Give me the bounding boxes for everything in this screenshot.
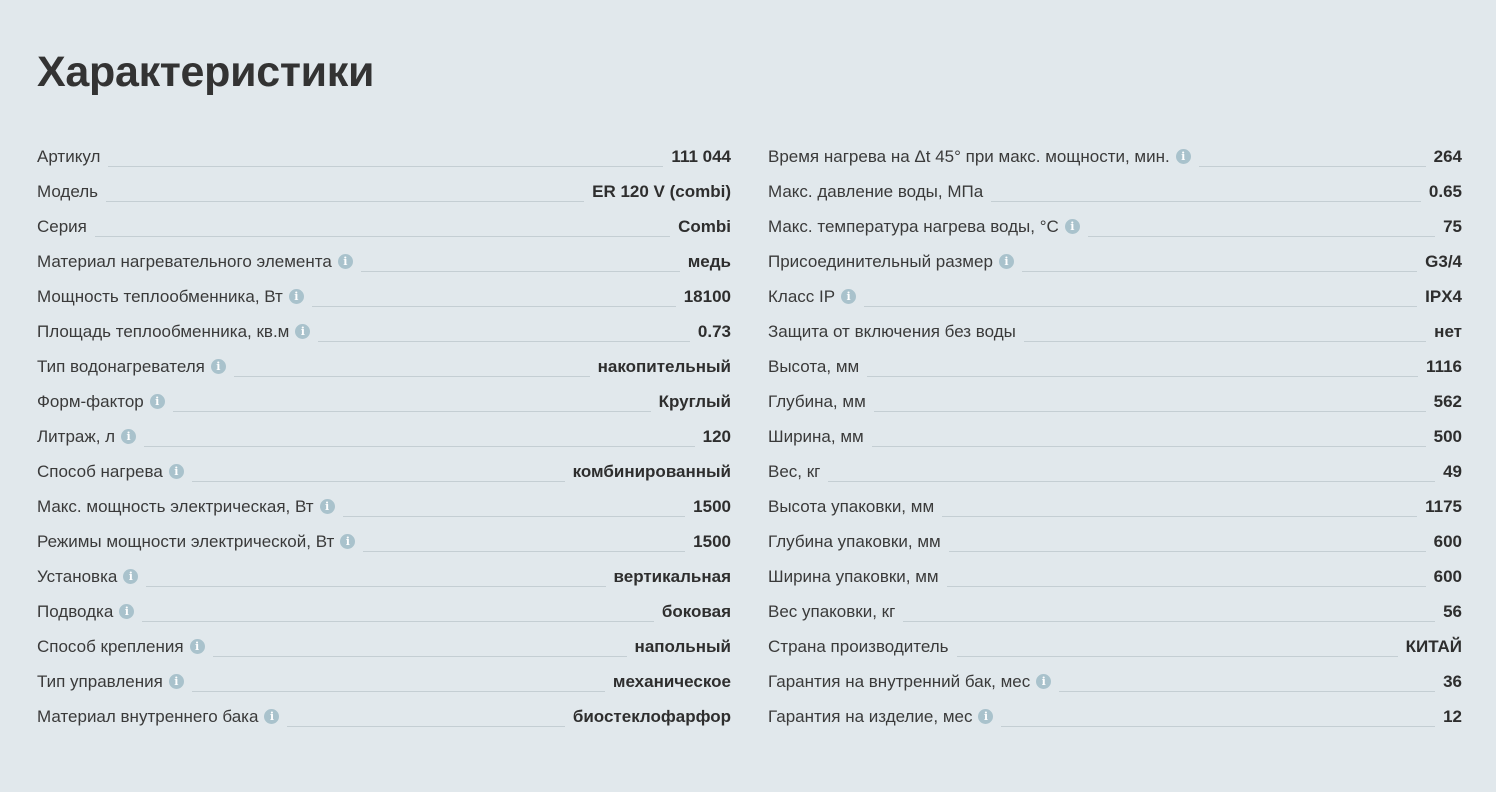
spec-value: Круглый xyxy=(658,391,731,411)
spec-label-text: Глубина упаковки, мм xyxy=(768,531,941,551)
spec-label-text: Тип управления xyxy=(37,671,163,691)
spec-row xyxy=(768,139,1462,174)
spec-row xyxy=(37,419,731,454)
spec-value: 600 xyxy=(1433,566,1462,586)
row-separator xyxy=(903,621,1435,622)
spec-row xyxy=(37,244,731,279)
spec-value: вертикальная xyxy=(613,566,731,586)
spec-row xyxy=(37,349,731,384)
spec-row xyxy=(37,139,731,174)
spec-label-text: Модель xyxy=(37,181,99,201)
row-separator xyxy=(957,656,1398,657)
spec-label-text: Форм-фактор xyxy=(37,391,144,411)
row-separator xyxy=(1001,726,1435,727)
spec-value: 75 xyxy=(1443,216,1462,236)
spec-value: 18100 xyxy=(683,286,731,306)
info-icon[interactable]: i xyxy=(340,534,355,549)
row-separator xyxy=(318,341,690,342)
spec-row xyxy=(37,209,731,244)
spec-label xyxy=(768,707,993,727)
spec-label xyxy=(768,462,820,482)
spec-label xyxy=(768,532,941,552)
info-icon[interactable]: i xyxy=(119,604,134,619)
row-separator xyxy=(343,516,686,517)
spec-label-text: Макс. давление воды, МПа xyxy=(768,181,984,201)
spec-label-text: Способ нагрева xyxy=(37,461,163,481)
spec-row xyxy=(37,629,731,664)
spec-label-text: Серия xyxy=(37,216,87,236)
spec-label xyxy=(768,357,859,377)
spec-label-text: Ширина, мм xyxy=(768,426,864,446)
row-separator xyxy=(106,201,584,202)
spec-row xyxy=(768,699,1462,734)
spec-label-text: Способ крепления xyxy=(37,636,184,656)
info-icon[interactable]: i xyxy=(1036,674,1051,689)
row-separator xyxy=(942,516,1417,517)
spec-value: 1500 xyxy=(693,496,731,516)
row-separator xyxy=(991,201,1421,202)
spec-label-text: Тип водонагревателя xyxy=(37,356,205,376)
spec-row xyxy=(768,349,1462,384)
spec-label-text: Время нагрева на Δt 45° при макс. мощности, мин. xyxy=(768,146,1170,166)
spec-value: биостеклофарфор xyxy=(572,706,731,726)
spec-row xyxy=(37,664,731,699)
spec-row xyxy=(37,454,731,489)
spec-value: 600 xyxy=(1433,531,1462,551)
spec-value: 56 xyxy=(1443,601,1462,621)
spec-label xyxy=(37,672,184,692)
spec-label-text: Макс. температура нагрева воды, °С xyxy=(768,216,1059,236)
spec-label xyxy=(768,637,949,657)
spec-label xyxy=(768,217,1080,237)
spec-row xyxy=(768,559,1462,594)
spec-row xyxy=(37,699,731,734)
spec-label xyxy=(37,287,304,307)
spec-label xyxy=(37,357,226,377)
spec-value: 0.65 xyxy=(1428,181,1462,201)
spec-value: механическое xyxy=(612,671,731,691)
spec-value: нет xyxy=(1434,321,1462,341)
info-icon[interactable]: i xyxy=(211,359,226,374)
spec-label xyxy=(37,462,184,482)
spec-row xyxy=(768,594,1462,629)
spec-row xyxy=(37,489,731,524)
info-icon[interactable]: i xyxy=(295,324,310,339)
spec-label xyxy=(37,217,87,237)
row-separator xyxy=(312,306,676,307)
spec-label-text: Высота, мм xyxy=(768,356,860,376)
spec-label-text: Глубина, мм xyxy=(768,391,866,411)
spec-row xyxy=(37,594,731,629)
spec-row xyxy=(768,664,1462,699)
row-separator xyxy=(173,411,651,412)
row-separator xyxy=(95,236,670,237)
spec-label-text: Гарантия на изделие, мес xyxy=(768,706,973,726)
page-title: Характеристики xyxy=(37,48,375,96)
spec-value: 49 xyxy=(1443,461,1462,481)
spec-value: ER 120 V (combi) xyxy=(592,181,731,201)
row-separator xyxy=(1199,166,1426,167)
spec-label xyxy=(37,322,310,342)
row-separator xyxy=(192,691,605,692)
row-separator xyxy=(1088,236,1435,237)
spec-label-text: Площадь теплообменника, кв.м xyxy=(37,321,290,341)
spec-label xyxy=(768,567,939,587)
row-separator xyxy=(1022,271,1417,272)
info-icon[interactable]: i xyxy=(150,394,165,409)
spec-label-text: Страна производитель xyxy=(768,636,949,656)
info-icon[interactable]: i xyxy=(169,674,184,689)
spec-label xyxy=(37,392,165,412)
row-separator xyxy=(108,166,663,167)
row-separator xyxy=(864,306,1417,307)
spec-label xyxy=(37,567,138,587)
spec-row xyxy=(768,454,1462,489)
row-separator xyxy=(363,551,685,552)
row-separator xyxy=(1059,691,1435,692)
row-separator xyxy=(947,586,1426,587)
spec-row xyxy=(768,174,1462,209)
specs-column-right xyxy=(768,139,1462,734)
row-separator xyxy=(1024,341,1426,342)
info-icon[interactable]: i xyxy=(1176,149,1191,164)
info-icon[interactable]: i xyxy=(264,709,279,724)
spec-row xyxy=(37,174,731,209)
info-icon[interactable]: i xyxy=(1065,219,1080,234)
spec-value: Combi xyxy=(678,216,731,236)
spec-label-text: Класс IP xyxy=(768,286,836,306)
row-separator xyxy=(192,481,565,482)
spec-label-text: Вес, кг xyxy=(768,461,821,481)
spec-value: напольный xyxy=(634,636,731,656)
spec-label xyxy=(768,322,1016,342)
spec-row xyxy=(37,314,731,349)
spec-value: 500 xyxy=(1433,426,1462,446)
row-separator xyxy=(361,271,680,272)
spec-value: IPX4 xyxy=(1425,286,1462,306)
spec-row xyxy=(768,314,1462,349)
spec-label-text: Установка xyxy=(37,566,118,586)
row-separator xyxy=(234,376,590,377)
spec-value: накопительный xyxy=(597,356,731,376)
spec-label-text: Режимы мощности электрической, Вт xyxy=(37,531,335,551)
spec-label-text: Артикул xyxy=(37,146,101,166)
spec-value: 120 xyxy=(702,426,731,446)
spec-value: боковая xyxy=(661,601,731,621)
spec-value: 264 xyxy=(1433,146,1462,166)
spec-label-text: Присоединительный размер xyxy=(768,251,993,271)
spec-label-text: Защита от включения без воды xyxy=(768,321,1016,341)
row-separator xyxy=(874,411,1426,412)
spec-label-text: Ширина упаковки, мм xyxy=(768,566,939,586)
spec-value: медь xyxy=(687,251,731,271)
spec-label xyxy=(768,392,866,412)
spec-label xyxy=(768,497,934,517)
spec-row xyxy=(768,489,1462,524)
spec-label xyxy=(37,707,279,727)
info-icon[interactable]: i xyxy=(841,289,856,304)
info-icon[interactable]: i xyxy=(123,569,138,584)
spec-label-text: Литраж, л xyxy=(37,426,116,446)
spec-value: 562 xyxy=(1433,391,1462,411)
spec-label xyxy=(37,637,205,657)
spec-label xyxy=(37,427,136,447)
spec-label-text: Вес упаковки, кг xyxy=(768,601,896,621)
info-icon[interactable]: i xyxy=(978,709,993,724)
spec-label xyxy=(768,287,856,307)
row-separator xyxy=(287,726,564,727)
info-icon[interactable]: i xyxy=(320,499,335,514)
info-icon[interactable]: i xyxy=(121,429,136,444)
spec-value: G3/4 xyxy=(1425,251,1462,271)
row-separator xyxy=(867,376,1418,377)
row-separator xyxy=(146,586,605,587)
spec-row xyxy=(768,279,1462,314)
spec-label-text: Макс. мощность электрическая, Вт xyxy=(37,496,314,516)
spec-label xyxy=(768,252,1014,272)
spec-row xyxy=(37,559,731,594)
row-separator xyxy=(142,621,654,622)
info-icon[interactable]: i xyxy=(338,254,353,269)
spec-row xyxy=(768,524,1462,559)
info-icon[interactable]: i xyxy=(999,254,1014,269)
info-icon[interactable]: i xyxy=(289,289,304,304)
row-separator xyxy=(144,446,695,447)
spec-row xyxy=(768,209,1462,244)
spec-label-text: Материал нагревательного элемента xyxy=(37,251,332,271)
spec-label-text: Подводка xyxy=(37,601,114,621)
spec-label xyxy=(768,427,864,447)
spec-value: 1116 xyxy=(1426,356,1462,376)
spec-value: комбинированный xyxy=(572,461,731,481)
specs-column-left xyxy=(37,139,731,734)
spec-label xyxy=(37,602,134,622)
spec-row xyxy=(768,384,1462,419)
spec-value: 1175 xyxy=(1425,496,1462,516)
row-separator xyxy=(949,551,1426,552)
spec-label-text: Высота упаковки, мм xyxy=(768,496,935,516)
spec-row xyxy=(768,419,1462,454)
spec-value: 36 xyxy=(1443,671,1462,691)
spec-value: 12 xyxy=(1443,706,1462,726)
spec-row xyxy=(768,244,1462,279)
spec-row xyxy=(37,384,731,419)
spec-label xyxy=(37,147,100,167)
spec-row xyxy=(768,629,1462,664)
spec-value: КИТАЙ xyxy=(1405,636,1462,656)
spec-label-text: Материал внутреннего бака xyxy=(37,706,259,726)
spec-value: 111 044 xyxy=(671,146,731,166)
spec-label-text: Гарантия на внутренний бак, мес xyxy=(768,671,1031,691)
info-icon[interactable]: i xyxy=(190,639,205,654)
spec-label xyxy=(768,182,983,202)
spec-row xyxy=(37,524,731,559)
spec-value: 0.73 xyxy=(697,321,731,341)
info-icon[interactable]: i xyxy=(169,464,184,479)
spec-label xyxy=(37,532,355,552)
spec-label xyxy=(37,497,335,517)
row-separator xyxy=(872,446,1426,447)
spec-label xyxy=(768,602,895,622)
row-separator xyxy=(828,481,1435,482)
spec-label xyxy=(37,252,353,272)
spec-value: 1500 xyxy=(693,531,731,551)
spec-row xyxy=(37,279,731,314)
row-separator xyxy=(213,656,627,657)
spec-label xyxy=(768,147,1191,167)
spec-label-text: Мощность теплообменника, Вт xyxy=(37,286,283,306)
spec-label xyxy=(768,672,1051,692)
spec-label xyxy=(37,182,98,202)
